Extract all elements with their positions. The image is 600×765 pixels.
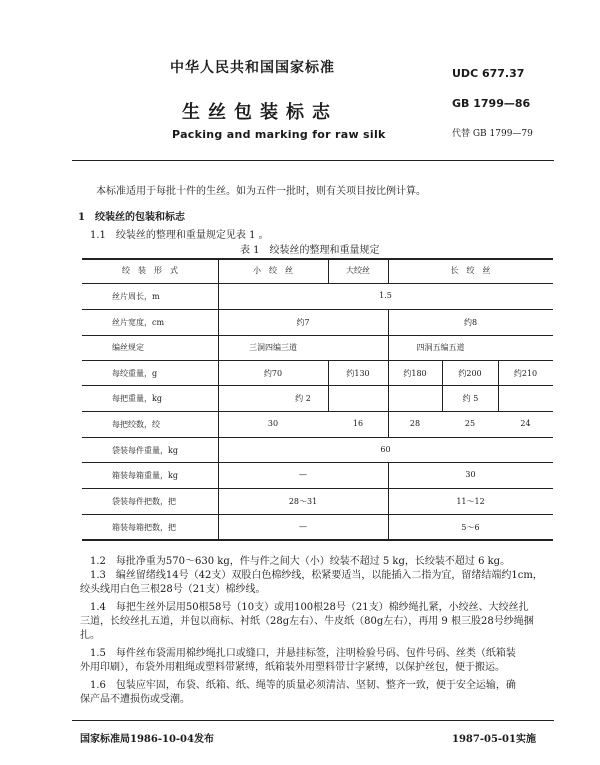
table-cell: 11～12	[456, 497, 485, 506]
clause-1-5-line1: 1.5 每件丝布袋需用棉纱绳扎口或缝口，并悬挂标签，注明检验号码、包件号码、丝类（纸箱装	[90, 648, 516, 659]
table-cell: 约70	[263, 369, 283, 378]
table-cell: 5～6	[461, 523, 480, 532]
table-cell: 四洞五编五道	[416, 343, 465, 352]
table-cell: 约 2	[295, 394, 311, 403]
issue-date: 国家标准局1986-10-04发布	[80, 734, 214, 745]
col-header-long-skein: 长 绞 丝	[450, 266, 491, 275]
table-cell: 约 5	[462, 394, 479, 403]
row-label: 箱装每箱把数，把	[112, 523, 176, 532]
table-cell: 16	[352, 419, 364, 428]
table-cell: 约200	[458, 369, 482, 378]
table-cell: 24	[520, 419, 531, 428]
row-label: 丝片宽度，cm	[112, 318, 165, 327]
clause-1-1: 1.1 绞装丝的整理和重量规定见表 1 。	[90, 230, 269, 241]
table-cell: 三洞四编三道	[249, 343, 297, 352]
intro-paragraph: 本标准适用于每批十件的生丝。如为五件一批时，则有关项目按比例计算。	[96, 186, 426, 197]
table-cell: —	[299, 522, 307, 531]
clause-1-6-line2: 保产品不遭损伤或受潮。	[80, 694, 190, 705]
table-cell: 约210	[513, 369, 538, 378]
section-1-heading: 1 绞装丝的包装和标志	[78, 212, 185, 223]
table-cell: 约130	[346, 369, 370, 378]
clause-1-2: 1.2 每批净重为570～630 kg，件与件之间大（小）绞装不超过 5 kg，长绞装不超过 6 kg。	[90, 556, 511, 567]
row-label: 每绞重量，g	[112, 369, 158, 378]
col-header-small-skein: 小 绞 丝	[253, 266, 293, 275]
row-label: 袋装每件把数，把	[112, 497, 176, 506]
clause-1-4-line2: 三道，长绞丝扎五道，并包以商标、衬纸（28g左右）、牛皮纸（80g左右），再用 9 根三股28号纱绳捆	[80, 616, 534, 627]
table-cell: 1.5	[379, 291, 392, 300]
document-title-english: Packing and marking for raw silk	[172, 128, 386, 141]
table-cell: 60	[380, 445, 391, 454]
replaces-note: 代替 GB 1799—79	[452, 129, 533, 139]
row-label: 编丝规定	[112, 343, 144, 352]
clause-1-6-line1: 1.6 包装应牢固，布袋、纸箱、纸、绳等的质量必须清洁、坚韧、整齐一致，便于安全运输，确	[90, 680, 516, 691]
table-cell: 30	[267, 419, 279, 428]
effective-date: 1987-05-01实施	[452, 734, 536, 745]
table-caption: 表 1 绞装丝的整理和重量规定	[240, 245, 380, 256]
col-header-big-skein: 大绞丝	[346, 266, 370, 275]
row-label: 袋装每件重量，kg	[112, 446, 178, 455]
document-title: 生丝包装标志	[182, 102, 338, 123]
clause-1-4-line1: 1.4 每把生丝外层用50根58号（10支）或用100根28号（21支）棉纱绳扎紧，小绞丝、大绞丝扎	[90, 602, 529, 613]
footer-divider	[72, 720, 554, 721]
table-cell: 28	[409, 419, 421, 428]
clause-1-3-line2: 绞头线用白色三根28号（21支）棉纱线。	[80, 584, 266, 595]
table-bottom-rule	[82, 539, 553, 541]
row-label: 箱装每箱重量，kg	[112, 471, 178, 480]
table-cell: 30	[465, 470, 476, 479]
table-cell: 约180	[403, 369, 427, 378]
table-cell: 25	[464, 419, 476, 428]
row-label: 每把重量，kg	[112, 394, 162, 403]
standard-issuer: 中华人民共和国国家标准	[170, 60, 335, 76]
col-header-form: 绞 装 形 式	[122, 266, 178, 275]
clause-1-3-line1: 1.3 编丝留绪线14号（42支）双股白色棉纱线，松紧要适当，以能插入二指为宜，留绪结端约1cm，	[90, 570, 543, 581]
table-cell: 28～31	[288, 497, 318, 506]
table-cell: —	[299, 470, 307, 479]
clause-1-4-line3: 扎。	[80, 630, 100, 641]
table-cell: 约7	[296, 318, 310, 327]
row-label: 每把绞数，绞	[112, 420, 160, 429]
gb-code: GB 1799—86	[452, 97, 531, 110]
udc-code: UDC 677.37	[452, 67, 525, 80]
header-divider	[72, 160, 554, 161]
table-top-rule	[82, 258, 553, 260]
table-cell: 约8	[463, 318, 478, 327]
row-label: 丝片周长，m	[112, 292, 160, 301]
clause-1-5-line2: 外用印刷），布袋外用粗绳或塑料带紧缚，纸箱装外用塑料带廿字紧缚，以保护丝包，便于搬运。	[80, 662, 505, 673]
